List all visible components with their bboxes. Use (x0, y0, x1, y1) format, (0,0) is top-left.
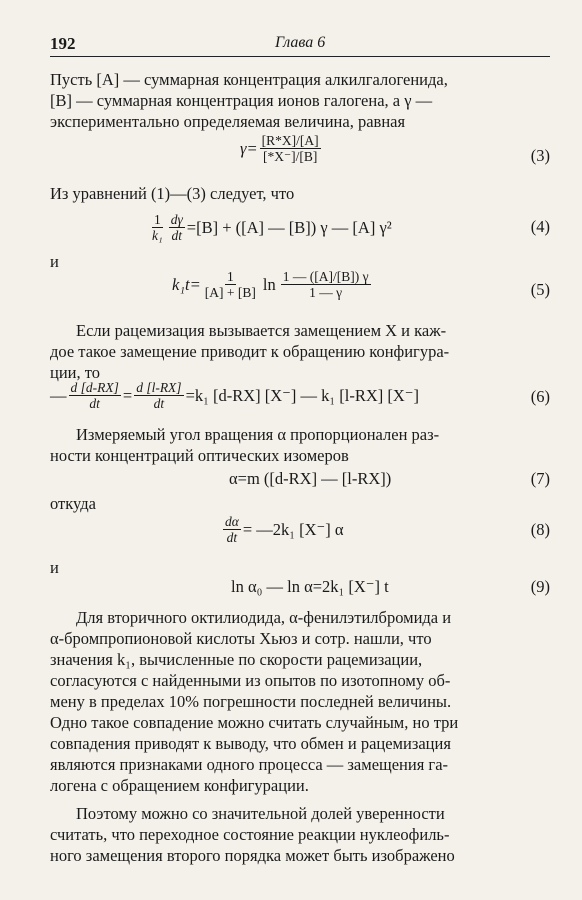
eq4-f2-denominator: dt (171, 228, 182, 243)
eq5-f1-numerator: 1 (226, 269, 234, 284)
paragraph-from-equations: Из уравнений (1)—(3) следует, что (50, 184, 295, 203)
equation-7: α=m ([d-RX] — [l-RX]) (229, 469, 392, 488)
eq5-lhs: k₁t= (172, 274, 201, 294)
text-line: α-бромпропионовой кислоты Хьюз и сотр. нашли, что (50, 629, 432, 648)
text-line: Если рацемизация вызывается замещением X и каж- (76, 321, 447, 340)
equation-5 (172, 269, 373, 300)
text-line: ности концентраций оптических изомеров (50, 446, 349, 465)
equation-9: ln α₀ — ln α=2k₁ [X⁻] t (231, 577, 389, 596)
paragraph-definitions (50, 69, 550, 132)
eq8-rhs: = —2k₁ [X⁻] α (242, 519, 344, 539)
equation-6: — $\frac{d [d-RX]}{dt}$ = $\frac{d [l-RX]}{dt}$ =k₁ [d-RX] [X⁻] — k₁ [l-RX] [X⁻] (50, 380, 419, 411)
equation-6-label: (6) (530, 387, 550, 406)
running-header (50, 34, 550, 57)
conjunction-and-2: и (50, 558, 59, 577)
equation-4 (148, 212, 392, 243)
text-line: ного замещения второго порядка может быть изображено (50, 846, 455, 865)
eq5-ln: ln (262, 274, 276, 294)
eq6-f2-numerator: d [l-RX] (136, 380, 182, 395)
eq6-fraction-2 (134, 380, 183, 411)
eq4-f1-numerator: 1 (153, 212, 161, 227)
paragraph-transition-state (50, 803, 550, 866)
equation-8-label: (8) (530, 520, 550, 539)
eq5-fraction-2 (281, 269, 371, 300)
eq3-fraction (260, 133, 321, 164)
text-line: являются признаками одного процесса — замещения га- (50, 755, 449, 774)
eq6-f2-denominator: dt (153, 396, 165, 411)
text-line: Измеряемый угол вращения α пропорционален раз- (76, 425, 440, 444)
text-line: совпадения приводят к выводу, что обмен и рацемизация (50, 734, 451, 753)
eq6-minus: — (50, 385, 67, 405)
eq3-numerator: [R*X]/[A] (261, 133, 319, 148)
text-line: Пусть [A] — суммарная концентрация алкилгалогенида, (50, 70, 448, 89)
eq5-f2-denominator: 1 — γ (309, 285, 343, 300)
eq4-rhs: =[B] + ([A] — [B]) γ — [A] γ² (186, 217, 392, 237)
text-line: Для вторичного октилиодида, α-фенилэтилбромида и (76, 608, 452, 627)
eq4-f1-denominator: k₁ (152, 228, 163, 243)
eq5-f2-numerator: 1 — ([A]/[B]) γ (282, 269, 369, 284)
paragraph-rotation (50, 424, 550, 466)
eq6-rhs: =k₁ [d-RX] [X⁻] — k₁ [l-RX] [X⁻] (185, 385, 419, 405)
eq6-f1-denominator: dt (89, 396, 100, 411)
eq8-numerator: dα (225, 514, 239, 529)
text-line: мену в пределах 10% погрешности последней величины. (50, 692, 452, 711)
text-line: логена с обращением конфигурации. (50, 776, 309, 795)
text-line: согласуются с найденными из опытов по изотопному об- (50, 671, 451, 690)
text-line: Одно такое совпадение можно считать случайным, но три (50, 713, 459, 732)
text-line: считать, что переходное состояние реакции нуклеофиль- (50, 825, 450, 844)
text-line: экспериментально определяемая величина, равная (50, 112, 406, 131)
equation-8 (221, 514, 344, 545)
equation-3 (240, 133, 323, 164)
eq5-fraction-1 (203, 269, 258, 300)
word-whence: откуда (50, 494, 96, 513)
equation-3-label: (3) (530, 146, 550, 165)
paragraph-racemization (50, 320, 550, 383)
conjunction-and-1: и (50, 252, 59, 271)
paragraph-hughes-results (50, 607, 550, 796)
text-line: ции, то (50, 363, 100, 382)
eq8-fraction (223, 514, 241, 545)
eq4-f2-numerator: dγ (170, 212, 183, 227)
equation-7-label: (7) (530, 469, 550, 488)
eq5-f1-denominator: [A] + [B] (204, 285, 256, 300)
text-line: [B] — суммарная концентрация ионов галогена, а γ — (50, 91, 433, 110)
eq4-fraction-1 (150, 212, 165, 243)
chapter-title: Глава 6 (275, 34, 326, 51)
page-number: 192 (50, 34, 76, 53)
eq3-lhs: γ= (240, 138, 258, 158)
equation-9-label: (9) (530, 577, 550, 596)
text-line: дое такое замещение приводит к обращению конфигура- (50, 342, 450, 361)
eq8-denominator: dt (226, 530, 238, 545)
equation-4-label: (4) (530, 217, 550, 236)
eq6-f1-numerator: d [d-RX] (70, 380, 119, 395)
text-line: Поэтому можно со значительной долей уверенности (76, 804, 445, 823)
text-line: значения k₁, вычисленные по скорости рацемизации, (50, 650, 423, 669)
equation-5-label: (5) (530, 280, 550, 299)
eq3-denominator: [*X⁻]/[B] (262, 149, 318, 164)
eq6-fraction-1 (69, 380, 121, 411)
eq4-fraction-2 (169, 212, 185, 243)
